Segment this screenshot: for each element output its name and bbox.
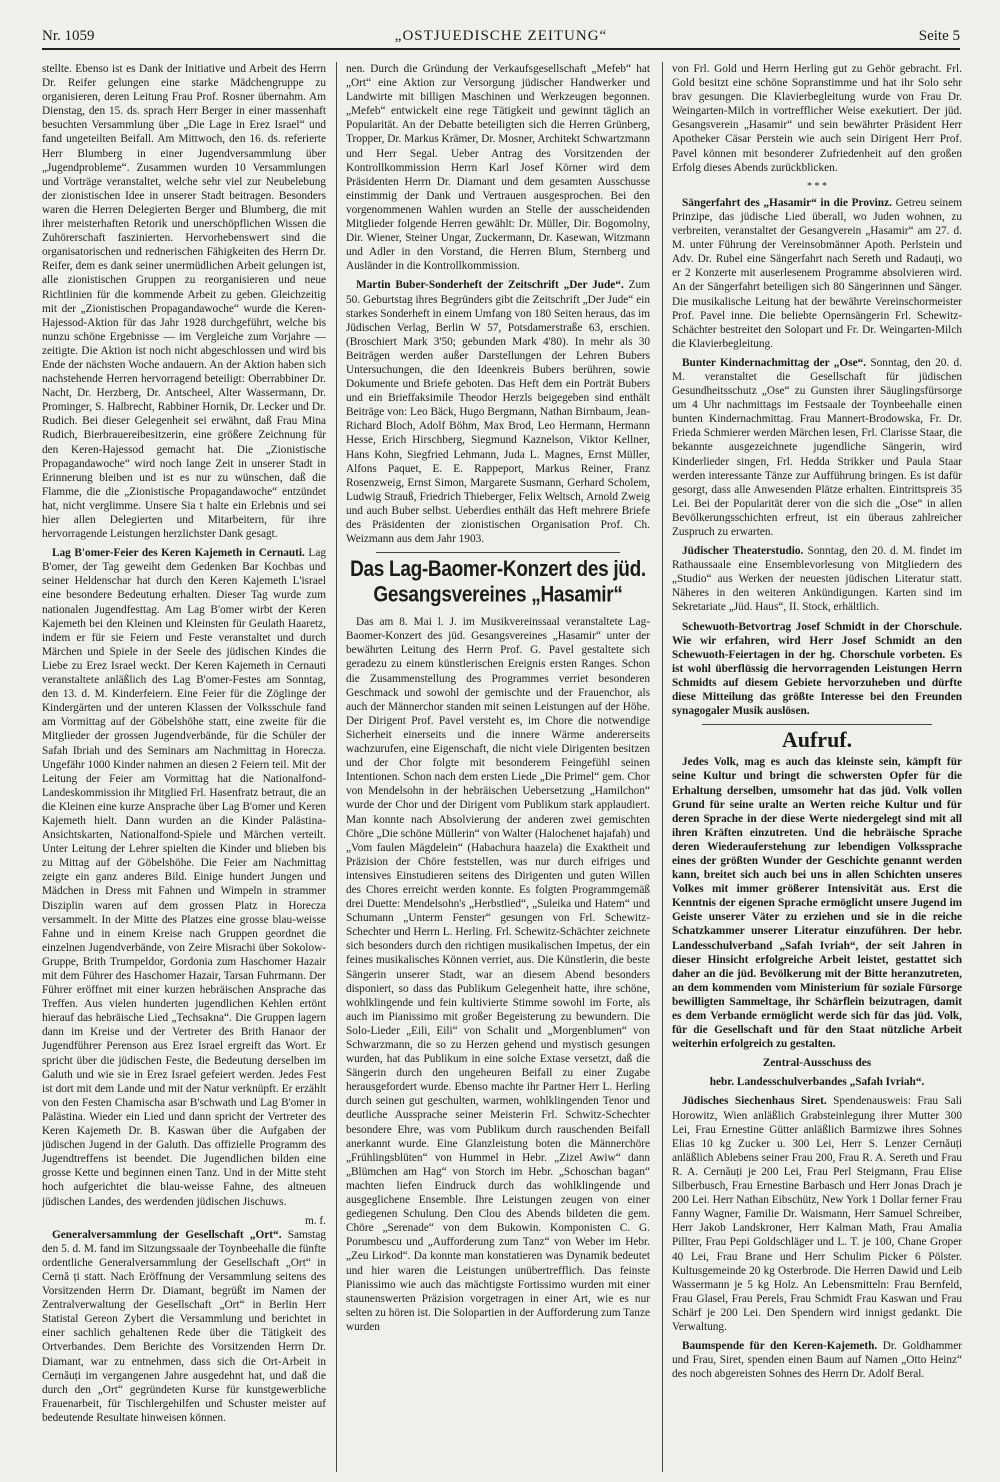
signature-lag-bomer: m. f. (304, 1214, 326, 1227)
headline-concert: Das Lag-Baomer-Konzert des jüd. Gesangsvereines „Hasamir“ (350, 557, 646, 608)
section-stars: * * * (807, 180, 827, 192)
article-lag-bomer (42, 546, 326, 1208)
text-general-assembly: Samstag den 5. d. M. fand im Sitzungssaale der Toynbeehalle die fünfte ordentliche Generalversammlung der Gesellschaft „Ort“ in Cernă ți statt. Nach Eröffnung der Versammlung seitens des Vorsitzenden Herrn Dr. Diamant, begrüßt im Namen der Zentralverwaltung der Gesellschaft „Ort“ in Berlin Herr Statistal Gereon Zybert die Versammlung und berichtet in einer sachlich gehaltenen Rede über die Tätigkeit des Ortverbandes. Dem Berichte des Vorsitzenden Herrn Dr. Diamant, war zu entnehmen, dass sich die Ort-Arbeit in Cernăuți im vergangenen Jahre ausgedehnt hat, und daß die durch den „Ort“ gegründeten Kurse für kunstgewerbliche Frauenarbeit, für Tischlergehilfen und Schuster meister auf bedeutende Resultate hinweisen können. (42, 1228, 326, 1424)
column-left (42, 62, 326, 1474)
headline-baumspende: Baumspende für den Keren-Kajemeth. (682, 1340, 878, 1353)
separator (376, 552, 620, 553)
headline-aufruf: Aufruf. (781, 727, 853, 753)
headline-buber: Martin Buber-Sonderheft der Zeitschrift „Der Jude“. (356, 279, 624, 292)
article-general-assembly (42, 1228, 326, 1425)
text-lag-bomer: Lag B'omer, der Tag geweiht dem Gedenken Bar Kochbas und seiner Heldenschar hat durch den Keren Kajemeth L'israel eine besondere Bedeutung erhalten. Dieser Tag wurde zum nationalen Jugendfesttag. Am Lag B'omer wirbt der Keren Kajemeth bei den Kleinen und Kleinsten für Geulath Haaretz, indem er für sie Feiern und Feste veranstaltet und durch Märchen und Spiele in der Seele des jüdischen Kindes die Liebe zu Erez Israel weckt. Der Keren Kajemeth in Cernauti veranstaltete anläßlich des Lag B'omer-Festes am Sonntag, den 13. d. M. Kinderfeiern. Eine Feier für die Zöglinge der Kindergärten und der unteren Klassen der Volksschule fand am Vormittag auf der Göbelshöhe statt, eine zweite für die Mitglieder der grossen Jugendverbände, für die Schüler der Safah Ibriah und des Seminars am Nachmittag in Horecza. Ungefähr 1000 Kinder nahmen an diesen 2 Feiern teil. Mit der Leitung der Feier am Vormittag hat die Nationalfond-Landeskommission ihr Mitglied Frl. Hasenfratz betraut, die an die Kleinen eine kurze Ansprache über Lag B'omer und Keren Kajemeth hielt. Dann wurden an die Kinder Palästina-Ansichtskarten, Nationalfond-Spiele und Märchen verteilt. Unter Leitung der Lehrer spielten die Kinder und blieben bis zu Mittag auf der Göbelshöhe. Die Feier am Nachmittag zeigte ein ganz anderes Bild. Einige hundert Jungen und Mädchen in Dress mit Fahnen und Wimpeln in strammer Disziplin waren auf dem grossen Platz in Horecza versammelt. In der Mitte des Platzes eine grosse blau-weisse Fahne und in einem Kreise nach Gruppen geordnet die einzelnen Jugendverbände, von Zeire Misrachi über Sokolow-Gruppe, Brith Trumpeldor, Gordonia zum Haschomer Hazair mit dem Führer des Haschomer Hazair, Tarsan Fuhrmann. Der Führer eröffnet mit einer kurzen hebräischen Ansprache das Treffen. Aus vielen hunderten jugendlichen Kehlen ertönt hierauf das hebräische Lied „Techsakna“. Die Gruppen lagern dann im Kreise und der Vertreter des Brith Hanaor der Jugendführer Perenson aus Erez Israel ergreift das Wort. Er spricht über die jüdischen Feste, die Bedeutung derselben im Galuth und wie sie in Erez Israel gefeiert werden. Jedes Fest ist dort mit dem Lande und mit der Natur verknüpft. Er erzählt von den Festen Chamischa asar B'schwath und Lag B'omer in Palästina. Wieder ein Lied und dann spricht der Vertreter des Keren Kajemeth Dr. B. Kaswan über die Aufgaben der jüdischen Jugend in der Galuth. Das offizielle Programm des Jugendtreffens ist beendet. Die Jugendlichen bilden eine grosse Kette und beginnen einen Tanz. Und in der Mitte steht hoch aufgerichtet die blau-weisse Fahne, des altneuen jüdischen Landes, des werdenden jüdischen Jischuws. (42, 547, 326, 1208)
article-baumspende (672, 1339, 962, 1381)
propaganda-week-continuation: stellte. Ebenso ist es Dank der Initiative und Arbeit des Herrn Dr. Reifer gelungen eine starke Mädchengruppe zu organisieren, deren Leitung Frau Prof. Rosner übernahm. Am Dienstag, den 15. ds. sprach Herr Berger in einer massenhaft besuchten Versammlung über „Die Lage in Erez Israel“ und fand ungeteilten Beifall. Am Mittwoch, den 16. ds. referierte Herr Blumberg in einer Jugendversammlung über „Jugendprobleme“. Zusammen wurden 10 Versammlungen und Vorträge veranstaltet, welche sehr viel zur Neubelebung der zionistischen Idee in unserer Stadt beitragen. Besonders waren die Herren Delegierten Berger und Blumberg, die mit ihrer meisterhaften Retorik und unerschöpflichen Wissen die Zuhörerschaft faszinierten. Hervorhebenswert sind die organisatorischen und rednerischen Fähigkeiten des Herrn Dr. Reifer, dem es dank seiner unermüdlichen Arbeit gelungen ist, alle zionistischen Gruppen zu reorganisieren und neue Richtlinien für die kommende Arbeit zu geben. Gleichzeitig mit der „Zionistischen Propagandawoche“ wurde die Keren-Hajessod-Aktion für das Jahr 1928 durchgeführt, welche bis nunzu schöne Ergebnisse — im Vergleiche zum Vorjahre — zeitigte. Die Aktion ist noch nicht abgeschlossen und wird bis Ende der nächsten Woche andauern. An der Aktion haben sich nachstehende Herren hervorragend beteiligt: Oberrabbiner Dr. Nacht, Dr. Herzberg, Dr. Antscheel, Alter Wassermann, Dr. Prominger, S. Halbrecht, Rabbiner Hornik, Dr. Lecker und Dr. Rudich. Bei dieser Gelegenheit sei erwähnt, daß Frau Mina Rudich, Bierbrauereibesitzerin, eine größere Zeichnung für den Keren-Hajessod gemacht hat. Die „Zionistische Propagandawoche“ wird noch lange Zeit in unserer Stadt in Erinnerung bleiben und ist es nur zu wünschen, daß die Flamme, die die „Zionistische Propagandawoche“ entzündet hat, nicht verglimme. Unsere Sia t halte ein Erlebnis und sei hier allen Delegierten und Mitarbeitern, für ihre hervorragende Leistungen herzlichster Dank gesagt. (42, 63, 326, 541)
column-right (672, 62, 962, 1474)
headline-schewuoth: Schewuoth-Betvortrag Josef Schmidt in der Chorschule. (682, 620, 962, 633)
text-baumspende: Dr. Goldhammer und Frau, Siret, spenden einen Baum auf Namen „Otto Heinz“ des noch abgereisten Sohnes des Herrn Dr. Adolf Beral. (672, 1340, 962, 1381)
article-siechenhaus (672, 1094, 962, 1334)
article-theaterstudio (672, 544, 962, 614)
newspaper-title: „OSTJUEDISCHE ZEITUNG“ (394, 28, 608, 44)
headline-lag-bomer: Lag B'omer-Feier des Keren Kajemeth in Cernauti. (52, 547, 305, 560)
text-theaterstudio: Sonntag, den 20. d. M. findet im Rathaussaale eine Ensemblevorlesung von Mitgliedern des „Studio“ aus Werken der neuesten jüdischen Literatur statt. Näheres in den weiteren Ankündigungen. Karten sind im Sekretariate „Jüd. Haus“, II. Stock, erhältlich. (672, 545, 962, 614)
column-rule-right (662, 62, 663, 1472)
text-buber: Zum 50. Geburtstag ihres Begründers gibt die Zeitschrift „Der Jude“ ein starkes Sonderheft in einem Umfang von 180 Seiten heraus, das im Jüdischen Verlag, Berlin W 57, Potsdamerstraße 63, erschien. (Broschiert Mark 3'50; gebunden Mark 4'80). In mehr als 30 Beiträgen werden außer Darstellungen der Lehren Bubers Untersuchungen, die den Ideenkreis Bubers berühren, sowie Dokumente und Briefe geboten. Das Heft dem ein Porträt Bubers und ein Brieffaksimile Theodor Herzls beigegeben sind enthält Beiträge von: Leo Bäck, Hugo Bergmann, Nathan Birnbaum, Jean-Richard Bloch, Adolf Böhm, Max Brod, Leo Hermann, Hermann Hesse, Erich Hirschberg, Siegmund Kaznelson, Viktor Kellner, Hans Kohn, Siegfried Lehmann, Juda L. Magnes, Ernst Müller, Alfons Paquet, E. E. Rappeport, Markus Reiner, Franz Rosenzweig, Ernst Simon, Margarete Susmann, Gerhard Scholem, Ludwig Strauß, Friedrich Thieberger, Felix Weltsch, Arnold Zweig und auch Buber selbst. Ueberdies enthält das Heft mehrere Briefe des Präsidenten der zionistischen Organisation Prof. Ch. Weizmann aus dem Jahr 1903. (346, 279, 650, 546)
page-number: Seite 5 (918, 28, 960, 44)
article-saengerfahrt (672, 196, 962, 351)
headline-siechenhaus: Jüdisches Siechenhaus Siret. (682, 1095, 827, 1108)
aufruf-signoff-line1: Zentral-Ausschuss des (762, 1057, 872, 1070)
column-middle (346, 62, 650, 1474)
text-aufruf: Jedes Volk, mag es auch das kleinste sein, kämpft für seine Kultur und bringt die schwersten Opfer für die Erhaltung derselben, umsomehr hat das jüd. Volk vollen Grund für seine uralte an Werten reiche Kultur und für deren Sprache in der diese Werte niedergelegt sind mit all ihren Kräften einzutreten. Und die hebräische Sprache deren Wiederauferstehung zur lebendigen Volkssprache eines der größten Wunder der Geschichte genannt werden kann, breitet sich auch bei uns in allen Schichten unseres Volkes mit immer größerer Intensivität aus. Erst die Kenntnis der eigenen Sprache ermöglicht unsere Jugend im Geiste unserer Väter zu erziehen und sie in die reiche Schatzkammer unserer Literatur einzuführen. Der hebr. Landesschulverband „Safah Ivriah“, der seit Jahren in dieser Hinsicht erfolgreiche Arbeit leistet, gestattet sich daher an die jüd. Bevölkerung mit der Bitte heranzutreten, an dem kommenden vom Ministerium für soziale Fürsorge bewilligten Sammeltage, ihr Schärflein beizutragen, damit es dem Verbande ermöglicht werde sich für das jüd. Volk, für die Gesellschaft und für den Staat nützliche Arbeit weiterhin erfolgreich zu gestalten. (672, 756, 962, 1051)
aufruf-signoff-line2: hebr. Landesschulverbandes „Safah Ivriah“. (709, 1076, 925, 1089)
headline-saengerfahrt: Sängerfahrt des „Hasamir“ in die Provinz. (682, 196, 892, 209)
text-kindernachmittag: Sonntag, den 20. d. M. veranstaltet die Gesellschaft für jüdischen Gesundheitsschutz „Ose“ zu Gunsten ihrer Säuglingsfürsorge um 4 Uhr nachmittags im Festsaale der Toynbeehalle einen bunten Kindernachmittag. Frau Mannert-Brodowska, Fr. Dr. Frieda Schmierer werden Märchen lesen, Frl. Clarisse Staar, die bekannte ausgezeichnete jugendliche Sängerin, wird Kinderlieder singen, Frl. Hedda Strikker und Paula Staar werden interessante Tänze zur Aufführung bringen. Es ist dafür gesorgt, dass alle Anwesenden Plätze erhalten. Eintrittspreis 35 Lei. Bei der Popularität derer von die sich die „Ose“ in allen Bevölkerungsschichten erfreut, ist ein überaus zahlreicher Zuspruch zu erwarten. (672, 356, 962, 538)
headline-kindernachmittag: Bunter Kindernachmittag der „Ose“. (682, 356, 867, 369)
article-kindernachmittag (672, 356, 962, 539)
separator (702, 724, 932, 725)
text-schewuoth: Wie wir erfahren, wird Herr Josef Schmidt an den Schewuoth-Feiertagen in der hg. Chorschule vorbeten. Es ist wohl überflüssig die hervorragenden Leistungen Herrn Schmidts auf diesem Gebiete hervorzuheben und dürfte diese Mitteilung das größte Interesse bei den Freunden synagogaler Musik auslösen. (672, 634, 962, 718)
concert-continuation: von Frl. Gold und Herrn Herling gut zu Gehör gebracht. Frl. Gold besitzt eine schöne Sopranstimme und hat ihr Solo sehr brav gesungen. Die Klavierbegleitung wurde von Frau Dr. Weingarten-Milch in vortrefflicher Weise exekutiert. Der jüd. Gesangsverein „Hasamir“ und sein bewährter Präsident Herr Apotheker Cäsar Perstein wie auch sein Dirigent Herr Prof. Pavel können mit besonderer Zufriedenheit auf den großen Erfolg dieses Abends zurückblicken. (672, 63, 962, 174)
headline-theaterstudio: Jüdischer Theaterstudio. (682, 545, 804, 558)
ort-continuation: nen. Durch die Gründung der Verkaufsgesellschaft „Mefeb“ hat „Ort“ eine Aktion zur Versorgung jüdischer Handwerker und Landwirte mit billigen Maschinen und Werkzeugen begonnen. „Mefeb“ entwickelt eine rege Tätigkeit und gewinnt täglich an Popularität. An der Debatte beteiligten sich die Herren Grünberg, Tropper, Dr. Markus Krämer, Dr. Mosner, Architekt Schwartzmann und Herr Segal. Ueber Antrag des Vorsitzenden der Kontrollkommission Herrn Karl Josef Körner wird dem Präsidenten Herrn Dr. Diamant und dem gesamten Ausschusse einstimmig der Dank und Vertrauen ausgesprochen. Bei den vorgenommenen Wahlen wurden an Stelle der ausscheidenden Mitglieder folgende Herren gewählt: Dr. Müller, Dir. Bogomolny, Dir. Wiener, Steiner Ungar, Zuckermann, Dr. Kasewan, Witzmann und Adler in den Vorstand, die Herren Blum, Sternberg und Ausländer in die Kontrollkommission. (346, 63, 650, 273)
text-saengerfahrt: Getreu seinem Prinzipe, das jüdische Lied überall, wo Juden wohnen, zu verbreiten, veranstaltet der Gesangverein „Hasamir“ am 27. d. M. unter Führung der Vereinsobmänner Apoth. Perlstein und Adv. Dr. Rubel eine Sängerfahrt nach Sereth und Radauți, wo er 2 Konzerte mit auserlesenem Programme absolvieren wird. An der Sängerfahrt beteiligen sich 80 Sängerinnen und Sänger. Die musikalische Leitung hat der bewährte Vereinschormeister Prof. Pavel inne. Die beliebte Opernsängerin Frl. Schewitz-Schächter bestreitet den Solopart und Fr. Dr. Weingarten-Milch die Klavierbegleitung. (672, 196, 962, 350)
issue-number: Nr. 1059 (42, 28, 95, 44)
text-siechenhaus: Spendenausweis: Frau Sali Horowitz, Wien anläßlich Grabsteinlegung ihrer Mutter 300 Lei, Frau Ernestine Gütter anläßlich Barmizwe ihres Sohnes Elias 10 kg Zucker u. 300 Lei, Herr S. Lenzer Cernăuți anläßlich Ablebens seiner Frau 200, Frau R. A. Sereth und Frau R. A. Cernăuți je 200 Lei, Frau Perl Steigmann, Frau Elise Silberbusch, Frau Ernestine Barbasch und Herr Jonas Drach je 200 Lei. Herr Nathan Eibschütz, New York 1 Dollar ferner Frau Fanny Wagner, Familie Dr. Waismann, Herr Samuel Schreiber, Herr Jakob Landskroner, Herr Kalman Math, Frau Amalia Pillter, Frau Pepi Goldschläger und L. T. je 100, Chane Groper 40 Lei, Frau Brane und Herr Schulim Picker 6 Pölster. Kultusgemeinde 20 kg Osterbrode. Die Herren Dawid und Leib Wassermann je 5 kg Holz. An Lebensmitteln: Frau Bernfeld, Frau Glasel, Frau Perels, Frau Schmidt Frau Kaswan und Frau Schärf je 200 Lei. Den Spendern wird innigst gedankt. Die Verwaltung. (672, 1095, 962, 1333)
masthead (42, 22, 960, 50)
article-schewuoth (672, 620, 962, 719)
text-concert: Das am 8. Mai l. J. im Musikvereinssaal veranstaltete Lag-Baomer-Konzert des jüd. Gesangsvereines „Hasamir“ unter der bewährten Leitung des Herrn Prof. G. Pavel gestaltete sich geradezu zu einem künstlerischen Ereignis ersten Ranges. Schon die Zusammenstellung des Programmes verriet besonderen Geschmack und sowohl der gemischte und der Frauenchor, als auch der Männerchor standen mit seinen Leistungen auf der Höhe. Der Dirigent Prof. Pavel versteht es, im Chore die notwendige Sicherheit einerseits und die innere Wärme andererseits wachzurufen, eine Eigenschaft, die nicht viele Dirigenten besitzen und der Chor folgte mit besonderem Feingefühl seinen Intentionen. Schon nach dem ersten Liede „Die Primel“ gem. Chor von Mendelsohn in der hebräischen Uebersetzung „Hamilchon“ wurde der Chor und der Dirigent vom Publikum stark applaudiert. Man konnte nach Absolvierung der anderen zwei gemischten Chöre „Die schöne Müllerin“ von Walter (Halochenet hajafah) und „Vom faulen Mägdelein“ (Habachura haazela) die Exaktheit und Präzision der Chöre feststellen, was nur durch eifriges und intensives Einstudieren seitens des Dirigenten und guten Willen des Chores erreicht werden konnte. Es folgten Programmgemäß drei Duette: Mendelsohn's „Herbstlied“, „Suleika und Hatem“ und Schumann „Unterm Fenster“ gesungen von Frl. Schewitz-Schechter und Herrn L. Herling. Frl. Schewitz-Schächter zeichnete sich besonders durch den richtigen musikalischen Impetus, der ein feines musikalisches Können verriet, aus. Die Künstlerin, die beste Sängerin unserer Stadt, war an diesem Abend besonders disponiert, so dass das Publikum Gelegenheit hatte, ihre schöne, wohlklingende und fein kultivierte Stimme sowohl im Forte, als auch im Pianissimo mit großer Begeisterung zu bewundern. Die Solo-Lieder „Eili, Eili“ von Schalit und „Morgenblumen“ von Schwarzmann, die so zu Herzen gehend und mystisch gesungen wurden, hat das Publikum in eine solche Extase versetzt, daß die Sängerin durch den ungeheuren Beifall zu einer Zugabe herausgefordert wurde. Ebenso machte ihr Partner Herr L. Herling durch seinen gut geschulten, warmen, wohlklingenden Tenor und deutliche Aussprache seiner Meisterin Frl. Schwitz-Schechter besondere Ehre, was vom Publikum durch rauschenden Beifall anerkannt wurde. Eine Glanzleistung boten die Männerchöre „Frühlingsblüten“ von Hummel in Hebr. „Zizel Awiw“ dann „Blümchen am Hag“ von Storch im Hebr. „Schoschan bagan“ machten liefen Eindruck durch das wohlklingende und ausgeglichene Ensemble. Ihre Leistungen zeugen von einer gediegenen Schulung. Den Clou des Abends bildeten die gem. Chöre „Serenade“ von dem Bukowin. Komponisten C. G. Porumbescu und „Aufforderung zum Tanz“ von Weber im Hebr. „Zeu Lirkod“. Da konnte man konstatieren was Dynamik bedeutet und hier waren die Leistungen unübertrefflich. Das feinste Pianissimo wie auch das mächtigste Fortissimo wurden mit einer staunenswerten Präzision vorgetragen in einer Art, wie es nur selten zu hören ist. Die Solopartien in der Aufforderung zum Tanze wurden (346, 616, 650, 1333)
column-rule-left (336, 62, 337, 1472)
headline-general-assembly: Generalversammlung der Gesellschaft „Ort“. (52, 1228, 282, 1241)
article-buber (346, 278, 650, 546)
